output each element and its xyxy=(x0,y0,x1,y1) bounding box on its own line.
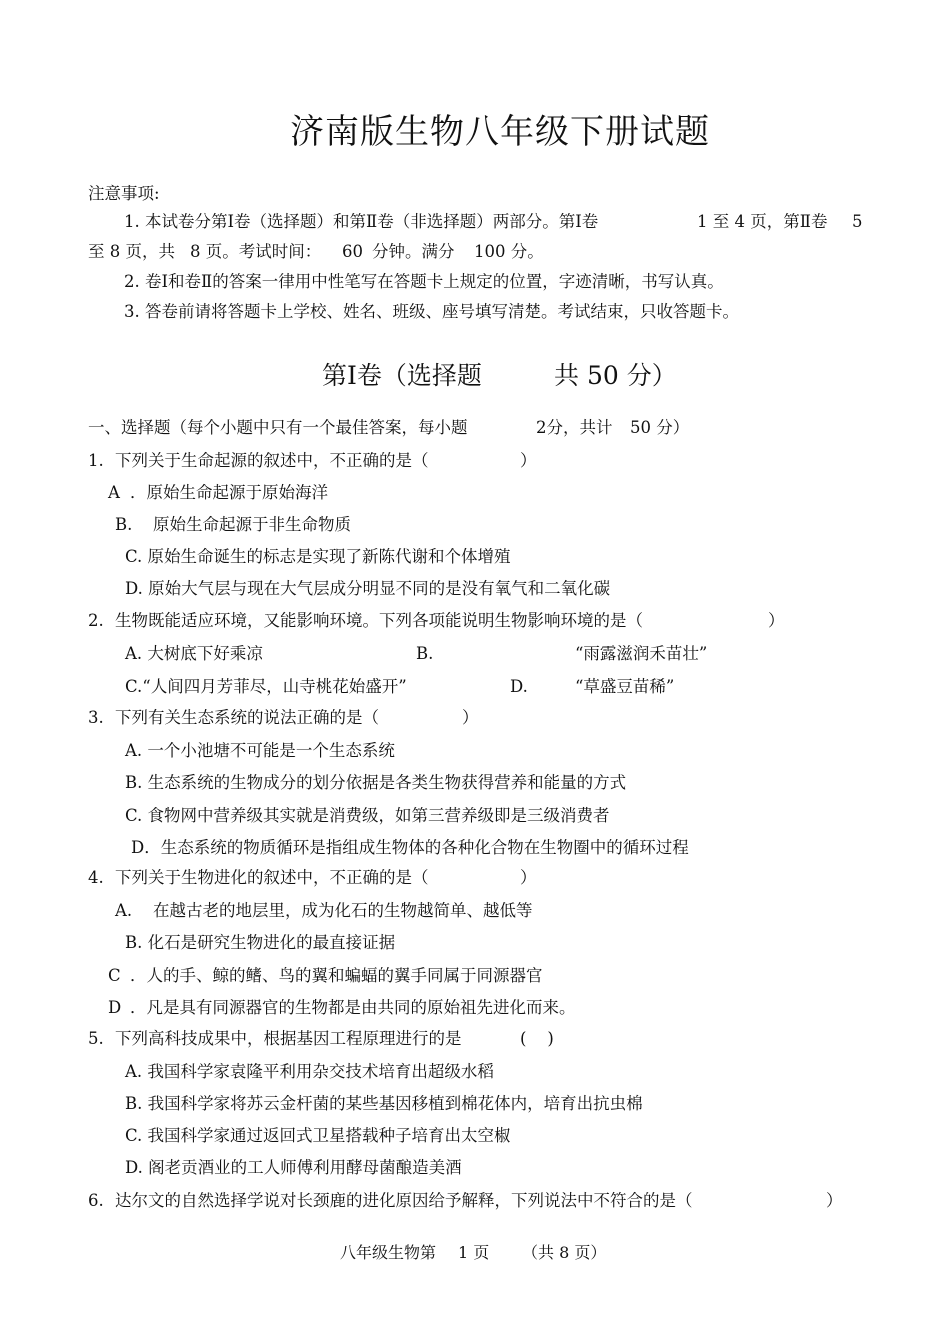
note-1-a: 1. 本试卷分第Ⅰ卷（选择题）和第Ⅱ卷（非选择题）两部分。第Ⅰ卷 xyxy=(124,212,599,231)
note-1-c: 5 xyxy=(852,212,863,231)
q6-stem-close: ） xyxy=(826,1191,843,1210)
q1-option-b: 原始生命起源于非生命物质 xyxy=(153,515,351,534)
page-footer-c: （共 8 页） xyxy=(522,1243,607,1262)
q5-answer-paren: ( ) xyxy=(520,1029,554,1048)
note-1-h: 100 分。 xyxy=(474,242,544,261)
q6-number: 6. xyxy=(88,1191,104,1210)
q2-option-d-letter: D. xyxy=(510,677,528,696)
page-footer-b: 1 页 xyxy=(458,1243,490,1262)
q3-stem-close: ） xyxy=(462,708,479,727)
section-heading-b: 共 50 分） xyxy=(554,361,677,390)
q2-stem: 生物既能适应环境，又能影响环境。下列各项能说明生物影响环境的是（ xyxy=(115,611,643,630)
q1-option-b-letter: B. xyxy=(115,515,133,534)
q1-option-a: ．原始生命起源于原始海洋 xyxy=(130,483,328,502)
q1-number: 1. xyxy=(88,451,104,470)
q2-option-d: “草盛豆苗稀” xyxy=(575,677,675,696)
q2-option-b: “雨露滋润禾苗壮” xyxy=(575,644,708,663)
part-heading-b: 2分，共计 xyxy=(536,418,613,437)
q1-option-a-letter: A xyxy=(108,483,120,502)
note-1-d: 至 8 页，共 xyxy=(88,242,175,261)
q1-stem-close: ） xyxy=(520,451,537,470)
note-1-f: 60 xyxy=(342,242,363,261)
q4-option-d-letter: D xyxy=(108,998,122,1017)
q4-option-c: ．人的手、鲸的鳍、鸟的翼和蝙蝠的翼手同属于同源器官 xyxy=(130,966,543,985)
note-2: 2. 卷Ⅰ和卷Ⅱ的答案一律用中性笔写在答题卡上规定的位置，字迹清晰，书写认真。 xyxy=(124,272,724,291)
q3-option-a: A. 一个小池塘不可能是一个生态系统 xyxy=(125,741,395,760)
q4-option-c-letter: C xyxy=(108,966,121,985)
q1-option-d: D. 原始大气层与现在大气层成分明显不同的是没有氧气和二氧化碳 xyxy=(125,579,611,598)
q1-stem: 下列关于生命起源的叙述中，不正确的是（ xyxy=(115,451,429,470)
q5-option-a: A. 我国科学家袁隆平利用杂交技术培育出超级水稻 xyxy=(125,1062,494,1081)
q5-option-b: B. 我国科学家将苏云金杆菌的某些基因移植到棉花体内，培育出抗虫棉 xyxy=(125,1094,643,1113)
q3-stem: 下列有关生态系统的说法正确的是（ xyxy=(115,708,379,727)
q2-option-a: A. 大树底下好乘凉 xyxy=(125,644,263,663)
q1-option-c: C. 原始生命诞生的标志是实现了新陈代谢和个体增殖 xyxy=(125,547,511,566)
q4-number: 4. xyxy=(88,868,104,887)
note-1-e: 8 页。考试时间： xyxy=(190,242,322,261)
q3-option-d: D．生态系统的物质循环是指组成生物体的各种化合物在生物圈中的循环过程 xyxy=(131,838,689,857)
q4-stem-close: ） xyxy=(520,868,537,887)
page-title: 济南版生物八年级下册试题 xyxy=(290,112,710,152)
section-heading-a: 第Ⅰ卷（选择题 xyxy=(322,361,482,390)
note-1-g: 分钟。满分 xyxy=(372,242,455,261)
q4-option-d: ．凡是具有同源器官的生物都是由共同的原始祖先进化而来。 xyxy=(130,998,576,1017)
q4-option-b: B. 化石是研究生物进化的最直接证据 xyxy=(125,933,396,952)
page-footer-a: 八年级生物第 xyxy=(340,1243,437,1262)
q2-option-b-letter: B. xyxy=(416,644,434,663)
q4-stem: 下列关于生物进化的叙述中，不正确的是（ xyxy=(115,868,429,887)
note-3: 3. 答卷前请将答题卡上学校、姓名、班级、座号填写清楚。考试结束，只收答题卡。 xyxy=(124,302,739,321)
q3-option-c: C. 食物网中营养级其实就是消费级，如第三营养级即是三级消费者 xyxy=(125,806,610,825)
q4-option-a: 在越古老的地层里，成为化石的生物越简单、越低等 xyxy=(153,901,533,920)
q5-stem: 下列高科技成果中，根据基因工程原理进行的是 xyxy=(115,1029,462,1048)
q5-option-d: D. 阁老贡酒业的工人师傅利用酵母菌酿造美酒 xyxy=(125,1158,462,1177)
q2-stem-close: ） xyxy=(768,611,785,630)
part-heading-c: 50 分） xyxy=(630,418,690,437)
q3-option-b: B. 生态系统的生物成分的划分依据是各类生物获得营养和能量的方式 xyxy=(125,773,627,792)
part-heading-a: 一、选择题（每个小题中只有一个最佳答案，每小题 xyxy=(88,418,468,437)
note-1-b: 1 至 4 页，第Ⅱ卷 xyxy=(697,212,828,231)
q5-number: 5. xyxy=(88,1029,104,1048)
notes-heading: 注意事项: xyxy=(88,184,160,203)
q6-stem: 达尔文的自然选择学说对长颈鹿的进化原因给予解释，下列说法中不符合的是（ xyxy=(115,1191,693,1210)
q4-option-a-letter: A. xyxy=(115,901,133,920)
q2-number: 2. xyxy=(88,611,104,630)
q3-number: 3. xyxy=(88,708,104,727)
q2-option-c: C.“人间四月芳菲尽，山寺桃花始盛开” xyxy=(125,677,407,696)
q5-option-c: C. 我国科学家通过返回式卫星搭载种子培育出太空椒 xyxy=(125,1126,511,1145)
